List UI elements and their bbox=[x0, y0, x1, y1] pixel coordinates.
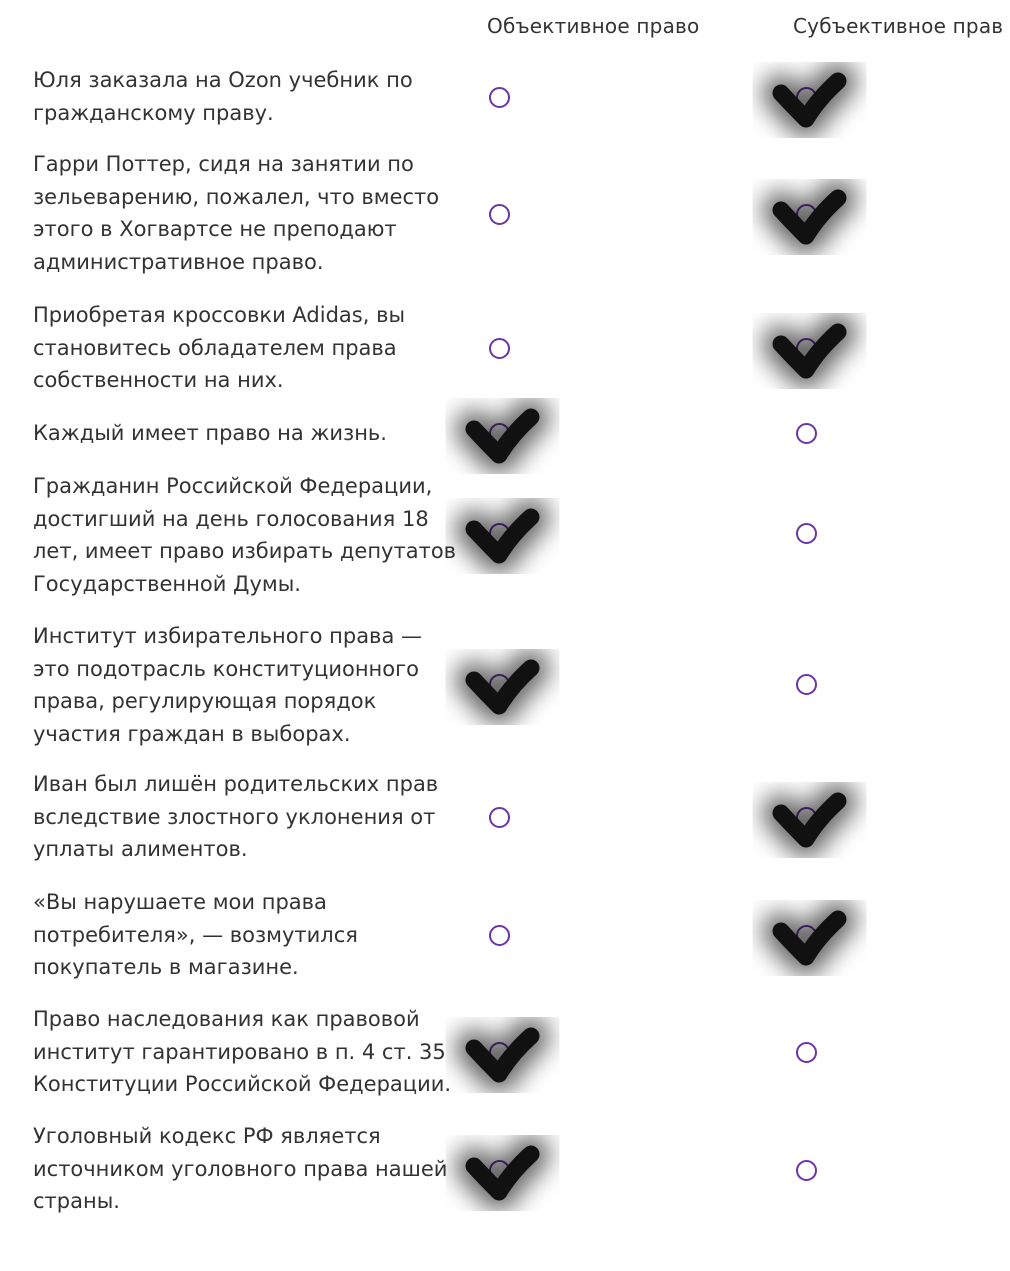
question-text: Уголовный кодекс РФ является источником уголовного права нашей страны. bbox=[33, 1124, 448, 1213]
question-text: Юля заказала на Ozon учебник по гражданскому праву. bbox=[33, 68, 413, 125]
radio-objective[interactable] bbox=[489, 807, 510, 828]
radio-objective[interactable] bbox=[489, 204, 510, 225]
radio-objective[interactable] bbox=[489, 1160, 510, 1181]
radio-subjective[interactable] bbox=[796, 523, 817, 544]
radio-subjective[interactable] bbox=[796, 1042, 817, 1063]
radio-subjective[interactable] bbox=[796, 925, 817, 946]
radio-subjective[interactable] bbox=[796, 87, 817, 108]
radio-objective[interactable] bbox=[489, 925, 510, 946]
question-text: Гарри Поттер, сидя на занятии по зельеварению, пожалел, что вместо этого в Хогвартсе не преподают административное право. bbox=[33, 152, 440, 274]
radio-objective[interactable] bbox=[489, 1042, 510, 1063]
question-text: Гражданин Российской Федерации, достигший на день голосования 18 лет, имеет право избирать депутатов Государственной Думы. bbox=[33, 474, 457, 596]
question-text: Приобретая кроссовки Adidas, вы становитесь обладателем права собственности на них. bbox=[33, 303, 406, 392]
radio-objective[interactable] bbox=[489, 674, 510, 695]
question-text: Иван был лишён родительских прав вследствие злостного уклонения от уплаты алиментов. bbox=[33, 772, 439, 861]
column-header-subjective: Субъективное прав bbox=[793, 14, 1004, 38]
radio-subjective[interactable] bbox=[796, 674, 817, 695]
radio-subjective[interactable] bbox=[796, 204, 817, 225]
question-text: Каждый имеет право на жизнь. bbox=[33, 421, 387, 445]
radio-objective[interactable] bbox=[489, 523, 510, 544]
radio-objective[interactable] bbox=[489, 338, 510, 359]
radio-subjective[interactable] bbox=[796, 423, 817, 444]
radio-objective[interactable] bbox=[489, 87, 510, 108]
question-text: «Вы нарушаете мои права потребителя», — возмутился покупатель в магазине. bbox=[33, 890, 358, 979]
radio-subjective[interactable] bbox=[796, 338, 817, 359]
column-header-objective: Объективное право bbox=[487, 14, 700, 38]
question-text: Право наследования как правовой институт гарантировано в п. 4 ст. 35 Конституции Российской Федерации. bbox=[33, 1007, 452, 1096]
radio-subjective[interactable] bbox=[796, 1160, 817, 1181]
radio-subjective[interactable] bbox=[796, 807, 817, 828]
radio-objective[interactable] bbox=[489, 423, 510, 444]
question-text: Институт избирательного права — это подотрасль конституционного права, регулирующая порядок участия граждан в выборах. bbox=[33, 624, 422, 746]
